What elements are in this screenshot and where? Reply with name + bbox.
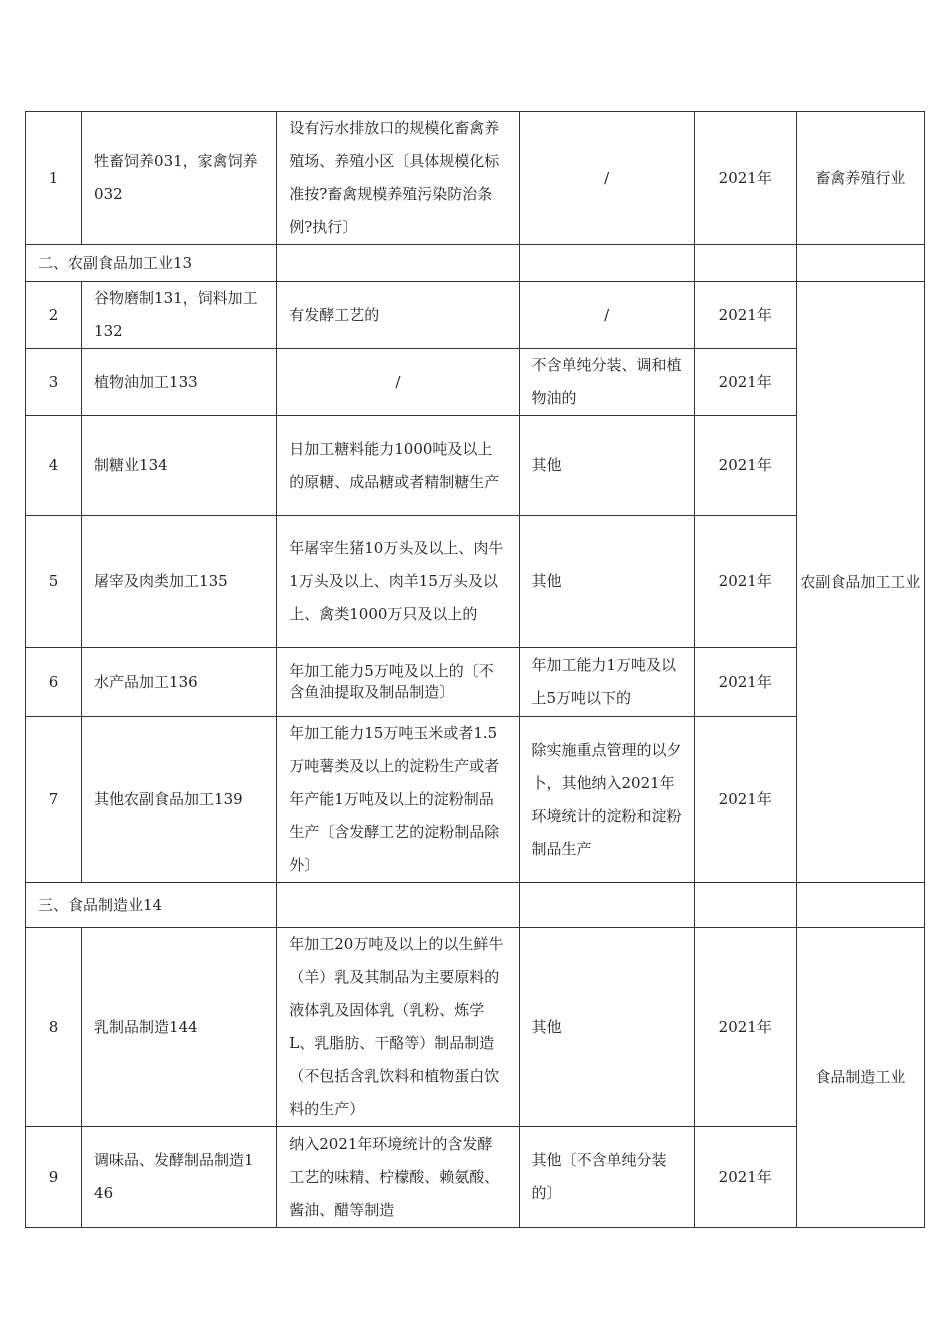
general-management-criteria: 其他	[519, 516, 694, 648]
row-number: 7	[26, 717, 82, 883]
industry-name: 谷物磨制131，饲料加工132	[82, 282, 277, 349]
general-management-criteria: 除实施重点管理的以夕卜，其他纳入2021年环境统计的淀粉和淀粉制品生产	[519, 717, 694, 883]
industry-name: 其他农副食品加工139	[82, 717, 277, 883]
table-row	[26, 112, 925, 245]
section-title: 二、农副食品加工业13	[26, 245, 277, 282]
industry-name: 牲畜饲养031，家禽饲养032	[82, 112, 277, 245]
table-row	[26, 1127, 925, 1228]
key-management-criteria: 年屠宰生猪10万头及以上、肉牛1万头及以上、肉羊15万头及以上、禽类1000万只及以上的	[277, 516, 519, 648]
industry-category: 食品制造工业	[796, 928, 924, 1228]
table-row	[26, 928, 925, 1127]
industry-name: 乳制品制造144	[82, 928, 277, 1127]
key-management-criteria: 有发酵工艺的	[277, 282, 519, 349]
deadline-year: 2021年	[694, 112, 796, 245]
general-management-criteria: /	[519, 282, 694, 349]
general-management-criteria: 不含单纯分装、调和植物油的	[519, 349, 694, 416]
deadline-year: 2021年	[694, 416, 796, 516]
deadline-year: 2021年	[694, 928, 796, 1127]
section-row	[26, 245, 925, 282]
industry-name: 屠宰及肉类加工135	[82, 516, 277, 648]
pollution-permit-table	[25, 111, 925, 1228]
row-number: 3	[26, 349, 82, 416]
table-row	[26, 648, 925, 717]
industry-name: 水产品加工136	[82, 648, 277, 717]
general-management-criteria: /	[519, 112, 694, 245]
deadline-year: 2021年	[694, 1127, 796, 1228]
table-row	[26, 416, 925, 516]
table-row	[26, 717, 925, 883]
table-row	[26, 349, 925, 416]
table-row	[26, 282, 925, 349]
key-management-criteria: 日加工糖料能力1000吨及以上的原糖、成品糖或者精制糖生产	[277, 416, 519, 516]
key-management-criteria: 纳入2021年环境统计的含发酵工艺的味精、柠檬酸、赖氨酸、酱油、醋等制造	[277, 1127, 519, 1228]
general-management-criteria: 年加工能力1万吨及以上5万吨以下的	[519, 648, 694, 717]
deadline-year: 2021年	[694, 717, 796, 883]
row-number: 1	[26, 112, 82, 245]
general-management-criteria: 其他	[519, 416, 694, 516]
key-management-criteria: 设有污水排放口的规模化畜禽养殖场、养殖小区〔具体规模化标准按?畜禽规模养殖污染防治条例?执行〕	[277, 112, 519, 245]
deadline-year: 2021年	[694, 516, 796, 648]
industry-name: 植物油加工133	[82, 349, 277, 416]
key-management-criteria: 年加工能力5万吨及以上的〔不 含鱼油提取及制品制造〕	[277, 648, 519, 717]
table-row	[26, 516, 925, 648]
general-management-criteria: 其他〔不含单纯分装的〕	[519, 1127, 694, 1228]
section-title: 三、食品制造业14	[26, 883, 277, 928]
row-number: 2	[26, 282, 82, 349]
deadline-year: 2021年	[694, 648, 796, 717]
general-management-criteria: 其他	[519, 928, 694, 1127]
key-management-criteria: 年加工能力15万吨玉米或者1.5万吨薯类及以上的淀粉生产或者年产能1万吨及以上的淀粉制品生产〔含发酵工艺的淀粉制品除外〕	[277, 717, 519, 883]
deadline-year: 2021年	[694, 282, 796, 349]
industry-category: 农副食品加工工业	[796, 282, 924, 883]
section-row	[26, 883, 925, 928]
industry-name: 制糖业134	[82, 416, 277, 516]
deadline-year: 2021年	[694, 349, 796, 416]
key-management-criteria: /	[277, 349, 519, 416]
row-number: 6	[26, 648, 82, 717]
key-management-criteria: 年加工20万吨及以上的以生鲜牛（羊）乳及其制品为主要原料的液体乳及固体乳（乳粉、炼学L、乳脂肪、干酪等）制品制造（不包括含乳饮料和植物蛋白饮料的生产）	[277, 928, 519, 1127]
row-number: 4	[26, 416, 82, 516]
row-number: 8	[26, 928, 82, 1127]
industry-category: 畜禽养殖行业	[796, 112, 924, 245]
industry-name: 调味品、发酵制品制造1 46	[82, 1127, 277, 1228]
row-number: 9	[26, 1127, 82, 1228]
row-number: 5	[26, 516, 82, 648]
